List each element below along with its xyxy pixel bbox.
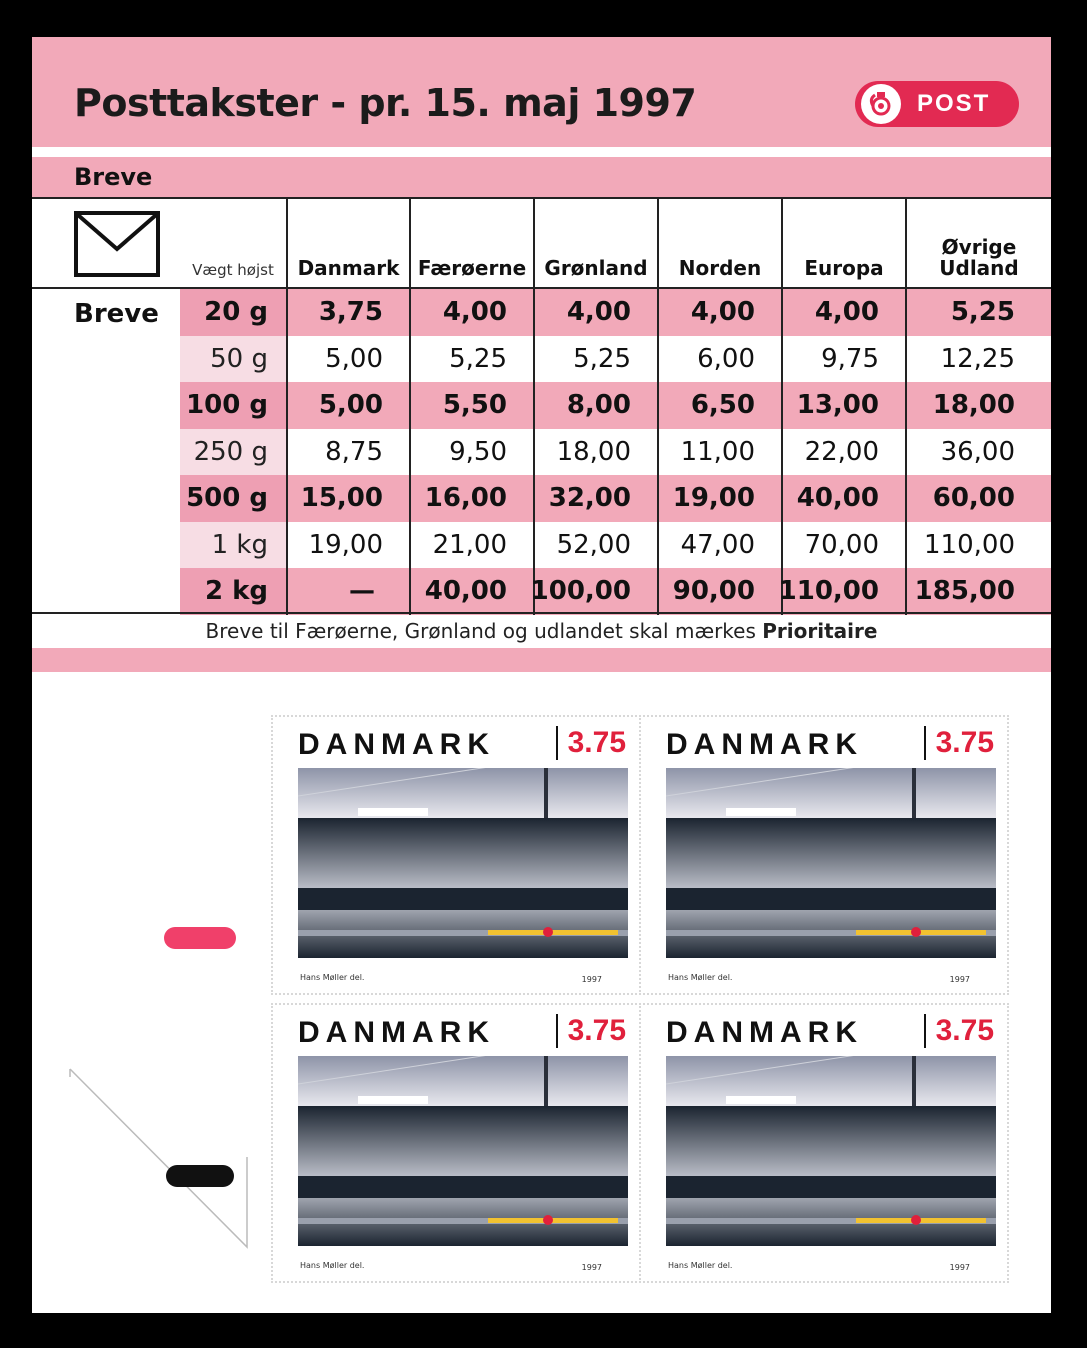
- rate-cell: 18,00: [533, 429, 657, 476]
- stamp-artwork: [666, 1056, 996, 1256]
- weight-cell: 500 g: [180, 475, 286, 522]
- rate-cell: 185,00: [905, 568, 1051, 615]
- rate-cell: 110,00: [905, 522, 1051, 569]
- rate-cell: 4,00: [657, 289, 781, 336]
- rate-cell: 3,75: [286, 289, 409, 336]
- rate-cell: 36,00: [905, 429, 1051, 476]
- stamp-pane: [268, 712, 1028, 1302]
- stamp-value: 3.75: [556, 726, 626, 760]
- rate-cell: 22,00: [781, 429, 905, 476]
- rate-cell: —: [286, 568, 409, 615]
- black-marker: [166, 1165, 234, 1187]
- stamp-artwork: [666, 768, 996, 968]
- stamp-year: 1997: [581, 1263, 602, 1272]
- rate-cell: 13,00: [781, 382, 905, 429]
- stamp-country: DANMARK: [298, 1016, 495, 1049]
- rate-cell: 5,00: [286, 336, 409, 383]
- rate-cell: 70,00: [781, 522, 905, 569]
- rate-cell: 19,00: [286, 522, 409, 569]
- stamp-country: DANMARK: [298, 728, 495, 761]
- note-bold: Prioritaire: [762, 619, 878, 643]
- note-text: Breve til Færøerne, Grønland og udlandet skal mærkes: [205, 619, 756, 643]
- rate-cell: 18,00: [905, 382, 1051, 429]
- stamp-value: 3.75: [924, 726, 994, 760]
- rate-cell: 5,25: [409, 336, 533, 383]
- stamp-year: 1997: [949, 1263, 970, 1272]
- stamp-artist: Hans Møller del.: [300, 1261, 365, 1270]
- weight-cell: 250 g: [180, 429, 286, 476]
- rate-cell: 9,75: [781, 336, 905, 383]
- page-title: Posttakster - pr. 15. maj 1997: [74, 81, 697, 125]
- post-logo-text: POST: [917, 90, 991, 117]
- stamp-artwork: [298, 768, 628, 968]
- rate-cell: 52,00: [533, 522, 657, 569]
- rate-cell: 100,00: [533, 568, 657, 615]
- rate-cell: 47,00: [657, 522, 781, 569]
- stamp: [644, 1008, 1004, 1278]
- booklet-page: [32, 37, 1051, 1313]
- rate-cell: 40,00: [781, 475, 905, 522]
- rate-cell: 15,00: [286, 475, 409, 522]
- stamp-year: 1997: [949, 975, 970, 984]
- weight-cell: 1 kg: [180, 522, 286, 569]
- pink-marker: [164, 927, 236, 949]
- rate-cell: 4,00: [781, 289, 905, 336]
- stamp-value: 3.75: [924, 1014, 994, 1048]
- rate-cell: 16,00: [409, 475, 533, 522]
- column-header-groenland: Grønland: [533, 199, 657, 287]
- weight-cell: 50 g: [180, 336, 286, 383]
- stamp-artwork: [298, 1056, 628, 1256]
- column-header-norden: Norden: [657, 199, 781, 287]
- column-header-oevrige-udland: Øvrige Udland: [905, 199, 1051, 287]
- fold-line: [32, 37, 272, 1313]
- rate-cell: 19,00: [657, 475, 781, 522]
- rate-cell: 4,00: [533, 289, 657, 336]
- stamp-country: DANMARK: [666, 728, 863, 761]
- rate-cell: 4,00: [409, 289, 533, 336]
- rate-cell: 8,00: [533, 382, 657, 429]
- rate-cell: 5,25: [905, 289, 1051, 336]
- stamp: [276, 1008, 636, 1278]
- stamp-value: 3.75: [556, 1014, 626, 1048]
- stamp-country: DANMARK: [666, 1016, 863, 1049]
- column-header-danmark: Danmark: [286, 199, 409, 287]
- rate-cell: 90,00: [657, 568, 781, 615]
- stamp: [276, 720, 636, 990]
- rate-cell: 5,25: [533, 336, 657, 383]
- weight-header: Vægt højst: [192, 261, 274, 279]
- stamp-artist: Hans Møller del.: [300, 973, 365, 982]
- rate-cell: 8,75: [286, 429, 409, 476]
- weight-cell: 2 kg: [180, 568, 286, 615]
- rate-cell: 110,00: [781, 568, 905, 615]
- rate-cell: 9,50: [409, 429, 533, 476]
- stamp: [644, 720, 1004, 990]
- post-logo: [855, 81, 1019, 127]
- rate-cell: 6,00: [657, 336, 781, 383]
- rate-cell: 60,00: [905, 475, 1051, 522]
- rate-cell: 6,50: [657, 382, 781, 429]
- column-header-faeroerne: Færøerne: [409, 199, 533, 287]
- rate-cell: 5,00: [286, 382, 409, 429]
- rate-cell: 5,50: [409, 382, 533, 429]
- weight-cell: 100 g: [180, 382, 286, 429]
- rate-cell: 12,25: [905, 336, 1051, 383]
- rate-cell: 21,00: [409, 522, 533, 569]
- posthorn-icon: [861, 84, 901, 124]
- rate-cell: 11,00: [657, 429, 781, 476]
- row-group-label: Breve: [74, 299, 159, 329]
- rate-cell: 40,00: [409, 568, 533, 615]
- stamp-year: 1997: [581, 975, 602, 984]
- column-header-europa: Europa: [781, 199, 905, 287]
- rate-cell: 32,00: [533, 475, 657, 522]
- section-label: Breve: [74, 163, 153, 191]
- stamp-artist: Hans Møller del.: [668, 973, 733, 982]
- stamp-artist: Hans Møller del.: [668, 1261, 733, 1270]
- weight-cell: 20 g: [180, 289, 286, 336]
